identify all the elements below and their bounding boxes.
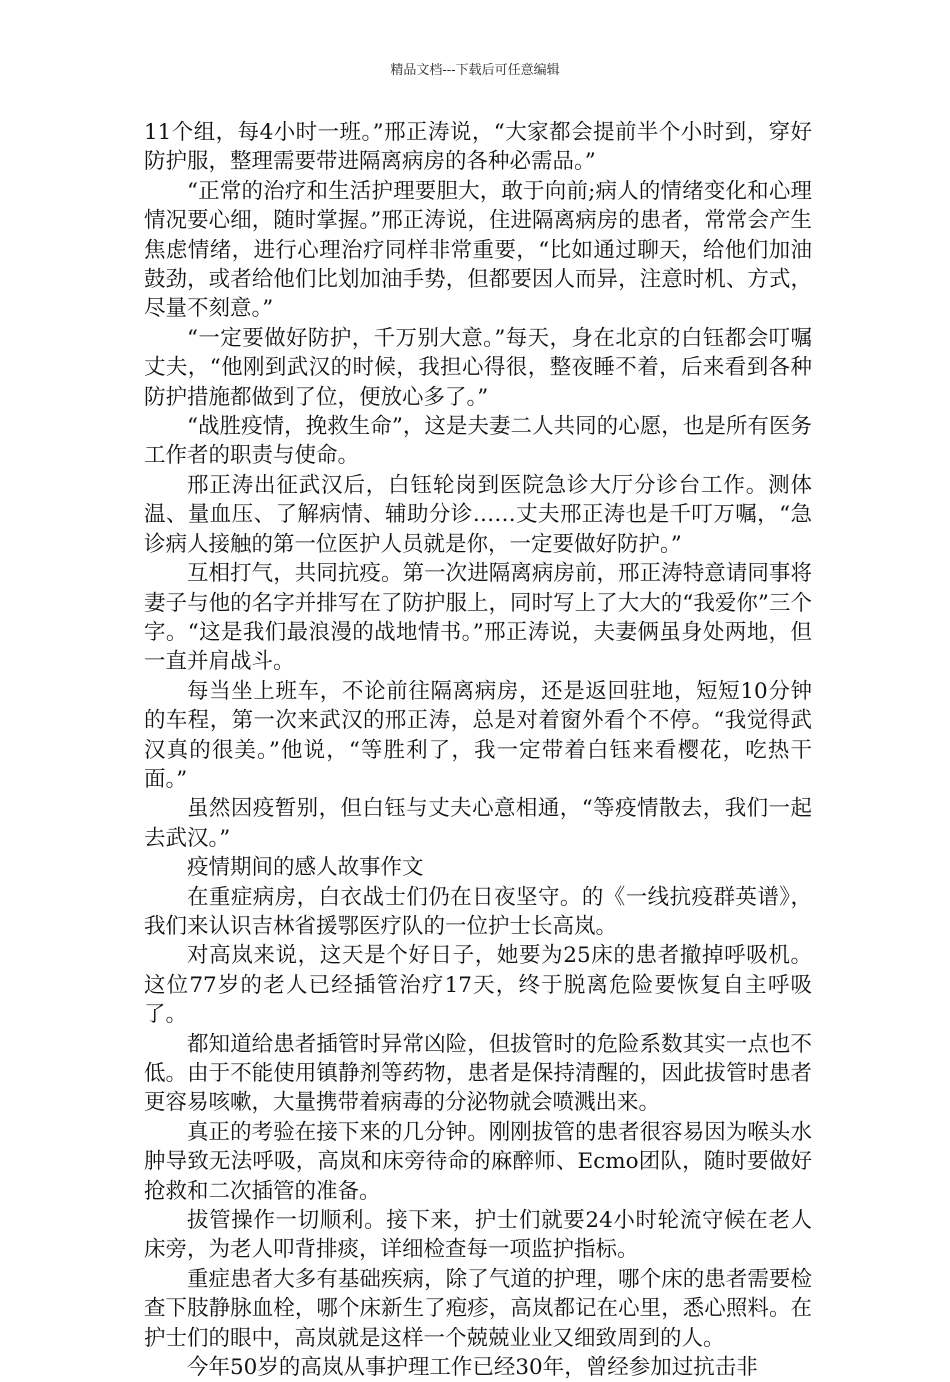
paragraph: 拔管操作一切顺利。接下来，护士们就要24小时轮流守候在老人床旁，为老人叩背排痰，详细检查每一项监护指标。 <box>144 1208 812 1263</box>
paragraph: 今年50岁的高岚从事护理工作已经30年，曾经参加过抗击非 <box>187 1355 758 1381</box>
paragraph: 虽然因疫暂别，但白钰与丈夫心意相通，“等疫情散去，我们一起去武汉。” <box>144 796 812 851</box>
paragraph: 11个组，每4小时一班。”邢正涛说，“大家都会提前半个小时到，穿好防护服，整理需要带进隔离病房的各种必需品。” <box>144 120 812 175</box>
paragraph: “正常的治疗和生活护理要胆大，敢于向前;病人的情绪变化和心理情况要心细，随时掌握。”邢正涛说，住进隔离病房的患者，常常会产生焦虑情绪，进行心理治疗同样非常重要，“比如通过聊天，给他们加油鼓劲，或者给他们比划加油手势，但都要因人而异，注意时机、方式，尽量不刻意。” <box>144 178 812 322</box>
paragraph: 真正的考验在接下来的几分钟。刚刚拔管的患者很容易因为喉头水肿导致无法呼吸，高岚和床旁待命的麻醉师、Ecmo团队，随时要做好抢救和二次插管的准备。 <box>144 1119 812 1204</box>
paragraph: 对高岚来说，这天是个好日子，她要为25床的患者撤掉呼吸机。这位77岁的老人已经插管治疗17天，终于脱离危险要恢复自主呼吸了。 <box>144 943 812 1028</box>
page-header: 精品文档---下载后可任意编辑 <box>390 63 560 78</box>
document-body <box>144 118 812 1382</box>
section-heading: 疫情期间的感人故事作文 <box>187 855 424 881</box>
paragraph: 都知道给患者插管时异常凶险，但拔管时的危险系数其实一点也不低。由于不能使用镇静剂等药物，患者是保持清醒的，因此拔管时患者更容易咳嗽，大量携带着病毒的分泌物就会喷溅出来。 <box>144 1031 812 1116</box>
paragraph: 在重症病房，白衣战士们仍在日夜坚守。的《一线抗疫群英谱》，我们来认识吉林省援鄂医疗队的一位护士长高岚。 <box>144 884 812 939</box>
paragraph: 重症患者大多有基础疾病，除了气道的护理，哪个床的患者需要检查下肢静脉血栓，哪个床新生了疱疹，高岚都记在心里，悉心照料。在护士们的眼中，高岚就是这样一个兢兢业业又细致周到的人。 <box>144 1266 812 1351</box>
paragraph: “一定要做好防护，千万别大意。”每天，身在北京的白钰都会叮嘱丈夫，“他刚到武汉的时候，我担心得很，整夜睡不着，后来看到各种防护措施都做到了位，便放心多了。” <box>144 325 812 410</box>
paragraph: “战胜疫情，挽救生命”，这是夫妻二人共同的心愿，也是所有医务工作者的职责与使命。 <box>144 414 812 469</box>
paragraph: 每当坐上班车，不论前往隔离病房，还是返回驻地，短短10分钟的车程，第一次来武汉的邢正涛，总是对着窗外看个不停。“我觉得武汉真的很美。”他说，“等胜利了，我一定带着白钰来看樱花，吃热干面。” <box>144 678 812 792</box>
paragraph: 互相打气，共同抗疫。第一次进隔离病房前，邢正涛特意请同事将妻子与他的名字并排写在了防护服上，同时写上了大大的“我爱你”三个字。“这是我们最浪漫的战地情书。”邢正涛说，夫妻俩虽身处两地，但一直并肩战斗。 <box>144 561 812 675</box>
paragraph: 邢正涛出征武汉后，白钰轮岗到医院急诊大厅分诊台工作。测体温、量血压、了解病情、辅助分诊……丈夫邢正涛也是千叮万嘱，“急诊病人接触的第一位医护人员就是你，一定要做好防护。” <box>144 472 812 557</box>
